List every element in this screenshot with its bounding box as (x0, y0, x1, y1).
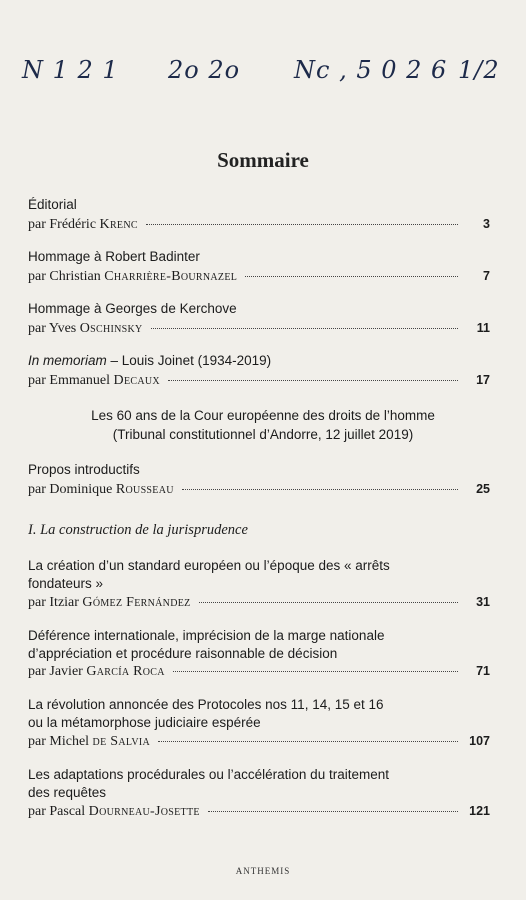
leader-dots (182, 489, 458, 490)
page-number: 3 (483, 217, 490, 231)
entry-author-line (28, 804, 490, 820)
page-number: 25 (476, 482, 490, 496)
leader-dots (168, 380, 458, 381)
entry-author: par Michel de Salvia (28, 734, 151, 749)
handwritten-year: 2o 2o (168, 56, 241, 84)
entry-author-line (28, 482, 490, 498)
entry-title-protocoles: La révolution annoncée des Protocoles nos 11, 14, 15 et 16 ou la métamorphose judiciaire espérée (28, 697, 384, 730)
page-number: 121 (469, 804, 490, 818)
entry-author-line (28, 269, 490, 285)
handwritten-fraction: 1/2 (458, 56, 500, 84)
leader-dots (199, 602, 458, 603)
handwritten-annotation (22, 56, 512, 96)
entry-author-line (28, 373, 490, 389)
leader-dots (173, 671, 458, 672)
conference-heading (0, 406, 526, 444)
entry-author: par Yves Oschinsky (28, 321, 143, 336)
entry-author: par Dominique Rousseau (28, 482, 174, 497)
entry-author-line (28, 321, 490, 337)
entry-author: par Emmanuel Decaux (28, 373, 160, 388)
conference-line-2: (Tribunal constitutionnel d’Andorre, 12 juillet 2019) (112, 427, 414, 442)
leader-dots (208, 811, 458, 812)
entry-author: par Pascal Dourneau-Josette (28, 804, 200, 819)
entry-author: par Frédéric Krenc (28, 217, 138, 232)
publisher-footer: ANTHEMIS (235, 866, 291, 876)
conference-line-1: Les 60 ans de la Cour européenne des droits de l’homme (91, 408, 435, 423)
page-number: 71 (476, 664, 490, 678)
entry-author: par Javier García Roca (28, 664, 165, 679)
entry-title-kerchove: Hommage à Georges de Kerchove (28, 301, 237, 316)
leader-dots (151, 328, 458, 329)
entry-title-standard: La création d’un standard européen ou l’époque des « arrêts fondateurs » (28, 558, 390, 591)
entry-title-editorial: Éditorial (28, 197, 77, 212)
page-number: 31 (476, 595, 490, 609)
leader-dots (245, 276, 458, 277)
entry-author-line (28, 664, 490, 680)
entry-author: par Christian Charrière-Bournazel (28, 269, 238, 284)
entry-title-badinter: Hommage à Robert Badinter (28, 249, 200, 264)
entry-title-joinet: In memoriam – Louis Joinet (1934-2019) (28, 353, 272, 368)
page-number: 107 (469, 734, 490, 748)
page-title: Sommaire (217, 148, 309, 172)
handwritten-code: Nc , 5 0 2 6 (294, 56, 448, 84)
page-number: 7 (483, 269, 490, 283)
handwritten-ref-number: N 1 2 1 (22, 56, 119, 84)
section-heading: I. La construction de la jurisprudence (28, 522, 248, 538)
leader-dots (146, 224, 458, 225)
page-number: 11 (476, 321, 490, 335)
entry-author: par Itziar Gómez Fernández (28, 595, 191, 610)
entry-title-deference: Déférence internationale, imprécision de la marge nationale d’appréciation et procédure raisonnable de décision (28, 628, 385, 661)
entry-title-adaptations: Les adaptations procédurales ou l’accélération du traitement des requêtes (28, 767, 389, 800)
entry-author-line (28, 734, 490, 750)
leader-dots (158, 741, 458, 742)
entry-title-propos: Propos introductifs (28, 462, 140, 477)
page-number: 17 (476, 373, 490, 387)
entry-author-line (28, 217, 490, 233)
entry-author-line (28, 595, 490, 611)
